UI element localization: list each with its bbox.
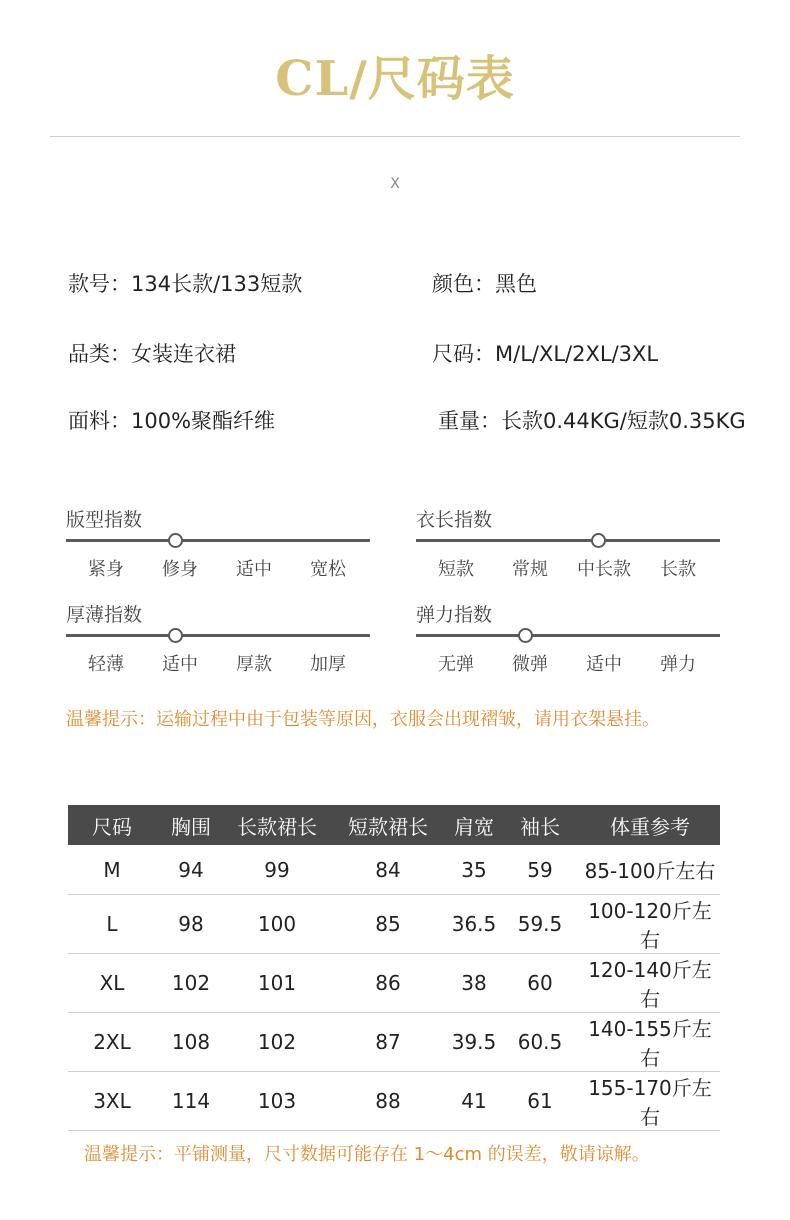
cell-short-length: 87 <box>328 1013 448 1072</box>
fit-index-track <box>66 539 370 542</box>
cell-bust: 102 <box>156 954 226 1013</box>
header-weight: 体重参考 <box>580 805 720 845</box>
cell-bust: 114 <box>156 1072 226 1131</box>
cell-size: M <box>68 845 156 895</box>
thickness-index-knob <box>168 628 183 643</box>
header-shoulder: 肩宽 <box>448 805 500 845</box>
cell-weight: 120-140斤左右 <box>580 954 720 1013</box>
cell-long-length: 101 <box>226 954 328 1013</box>
cell-shoulder: 38 <box>448 954 500 1013</box>
length-index-label: 衣长指数 <box>416 509 493 531</box>
weight-info: 重量：长款0.44KG/短款0.35KG <box>438 409 746 433</box>
header-size: 尺码 <box>68 805 156 845</box>
header-bust: 胸围 <box>156 805 226 845</box>
cell-bust: 108 <box>156 1013 226 1072</box>
cell-sleeve: 60 <box>500 954 580 1013</box>
table-row <box>68 954 720 1013</box>
table-row <box>68 1072 720 1131</box>
length-index-tick: 短款 <box>438 559 474 580</box>
page-title: CL/尺码表 <box>275 51 515 107</box>
thickness-index-tick: 适中 <box>162 654 198 675</box>
close-icon[interactable]: X <box>390 176 400 192</box>
cell-shoulder: 39.5 <box>448 1013 500 1072</box>
fit-index-tick: 紧身 <box>88 559 124 580</box>
thickness-index-tick: 加厚 <box>310 654 346 675</box>
elasticity-index-knob <box>518 628 533 643</box>
length-index-knob <box>591 533 606 548</box>
cell-shoulder: 41 <box>448 1072 500 1131</box>
cell-size: 2XL <box>68 1013 156 1072</box>
cell-short-length: 88 <box>328 1072 448 1131</box>
length-index-tick: 长款 <box>660 559 696 580</box>
cell-short-length: 84 <box>328 845 448 895</box>
color-info: 颜色：黑色 <box>432 272 537 296</box>
fit-index-tick: 适中 <box>236 559 272 580</box>
cell-bust: 94 <box>156 845 226 895</box>
cell-long-length: 102 <box>226 1013 328 1072</box>
elasticity-index-tick: 适中 <box>586 654 622 675</box>
header-long-length: 长款裙长 <box>226 805 328 845</box>
cell-shoulder: 35 <box>448 845 500 895</box>
fit-index-label: 版型指数 <box>66 509 143 531</box>
measurement-tip: 温馨提示：平铺测量，尺寸数据可能存在 1～4cm 的误差，敬请谅解。 <box>84 1144 650 1165</box>
cell-sleeve: 59 <box>500 845 580 895</box>
header-sleeve: 袖长 <box>500 805 580 845</box>
length-index-tick: 常规 <box>512 559 548 580</box>
cell-weight: 140-155斤左右 <box>580 1013 720 1072</box>
thickness-index-track <box>66 634 370 637</box>
sizes-info: 尺码：M/L/XL/2XL/3XL <box>432 342 659 366</box>
thickness-index-label: 厚薄指数 <box>66 604 143 626</box>
cell-short-length: 85 <box>328 895 448 954</box>
length-index-track <box>416 539 720 542</box>
cell-sleeve: 61 <box>500 1072 580 1131</box>
cell-long-length: 103 <box>226 1072 328 1131</box>
title-divider <box>50 136 740 137</box>
thickness-index-tick: 厚款 <box>236 654 272 675</box>
elasticity-index-tick: 弹力 <box>660 654 696 675</box>
table-row <box>68 895 720 954</box>
header-short-length: 短款裙长 <box>328 805 448 845</box>
cell-size: 3XL <box>68 1072 156 1131</box>
fit-index-tick: 宽松 <box>310 559 346 580</box>
cell-long-length: 99 <box>226 845 328 895</box>
cell-long-length: 100 <box>226 895 328 954</box>
cell-weight: 100-120斤左右 <box>580 895 720 954</box>
cell-weight: 155-170斤左右 <box>580 1072 720 1131</box>
fabric-info: 面料：100%聚酯纤维 <box>68 409 276 433</box>
elasticity-index-tick: 微弹 <box>512 654 548 675</box>
fit-index-tick: 修身 <box>162 559 198 580</box>
cell-sleeve: 60.5 <box>500 1013 580 1072</box>
thickness-index-tick: 轻薄 <box>88 654 124 675</box>
cell-short-length: 86 <box>328 954 448 1013</box>
size-table <box>68 805 720 1131</box>
cell-shoulder: 36.5 <box>448 895 500 954</box>
table-row <box>68 1013 720 1072</box>
length-index-tick: 中长款 <box>577 559 631 580</box>
shipping-tip: 温馨提示：运输过程中由于包装等原因，衣服会出现褶皱，请用衣架悬挂。 <box>66 709 660 730</box>
fit-index-knob <box>168 533 183 548</box>
size-table-header <box>68 805 720 845</box>
elasticity-index-tick: 无弹 <box>438 654 474 675</box>
cell-sleeve: 59.5 <box>500 895 580 954</box>
table-row <box>68 845 720 895</box>
cell-size: XL <box>68 954 156 1013</box>
category-info: 品类：女装连衣裙 <box>68 342 236 366</box>
cell-size: L <box>68 895 156 954</box>
elasticity-index-label: 弹力指数 <box>416 604 493 626</box>
elasticity-index-track <box>416 634 720 637</box>
style-number: 款号：134长款/133短款 <box>68 272 303 296</box>
cell-bust: 98 <box>156 895 226 954</box>
cell-weight: 85-100斤左右 <box>580 845 720 895</box>
